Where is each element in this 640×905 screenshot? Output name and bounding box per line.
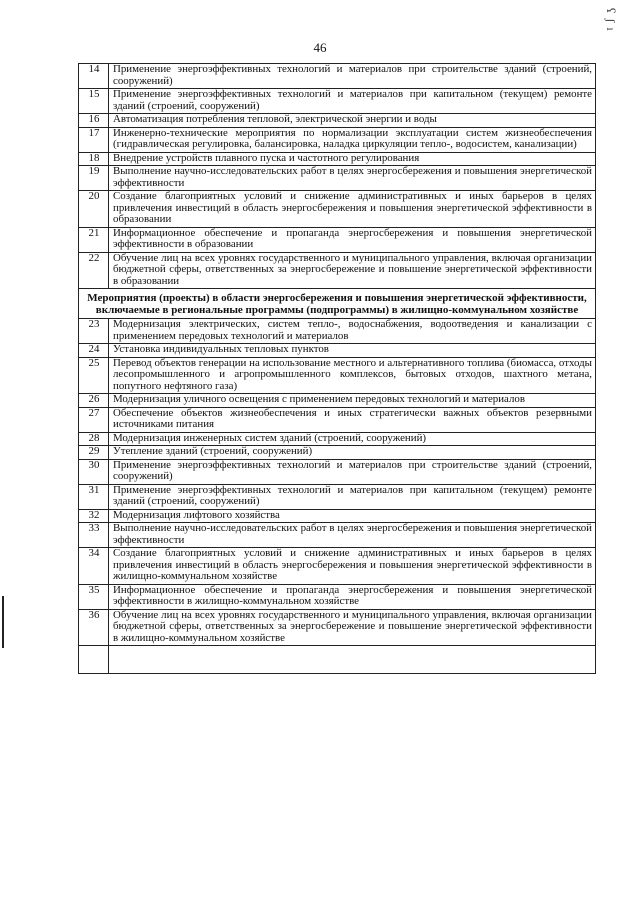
row-number: 32 — [79, 509, 109, 523]
table-row — [79, 509, 596, 523]
measures-table-tail — [79, 646, 596, 674]
table-row — [79, 191, 596, 228]
row-number: 16 — [79, 114, 109, 128]
row-number: 30 — [79, 459, 109, 484]
row-number: 24 — [79, 344, 109, 358]
row-text-cell — [109, 646, 596, 674]
row-text: Установка индивидуальных тепловых пунктов — [109, 344, 596, 358]
row-number: 22 — [79, 252, 109, 289]
table-row — [79, 446, 596, 460]
row-text: Автоматизация потребления тепловой, электрической энергии и воды — [109, 114, 596, 128]
table-row — [79, 394, 596, 408]
row-text: Информационное обеспечение и пропаганда энергосбережения и повышения энергетической эффективности в образовании — [109, 227, 596, 252]
margin-binding-mark — [2, 596, 4, 648]
row-number: 34 — [79, 548, 109, 585]
table-row — [79, 548, 596, 585]
section-heading-row — [79, 289, 596, 319]
row-number: 28 — [79, 432, 109, 446]
row-number: 29 — [79, 446, 109, 460]
measures-table-part2 — [79, 319, 596, 646]
table-row — [79, 152, 596, 166]
row-text: Применение энергоэффективных технологий и материалов при строительстве зданий (строений, сооружений) — [109, 459, 596, 484]
row-number: 33 — [79, 523, 109, 548]
measures-table — [78, 63, 596, 674]
row-text: Выполнение научно-исследовательских работ в целях энергосбережения и повышения энергетической эффективности — [109, 166, 596, 191]
row-text: Применение энергоэффективных технологий и материалов при капитальном (текущем) ремонте зданий (строений, сооружений) — [109, 484, 596, 509]
table-row — [79, 432, 596, 446]
row-text: Модернизация лифтового хозяйства — [109, 509, 596, 523]
table-row-empty — [79, 646, 596, 674]
section-heading: Мероприятия (проекты) в области энергосбережения и повышения энергетической эффективности, включаемые в региональные программы (подпрограммы) в жилищно-коммунальном хозяйстве — [79, 289, 596, 319]
row-text: Обеспечение объектов жизнеобеспечения и иных стратегически важных объектов резервными источниками питания — [109, 407, 596, 432]
row-text: Создание благоприятных условий и снижение административных и иных барьеров в целях привлечения инвестиций в область энергосбережения и повышения энергетической эффективности в жилищно-коммунальном хозяйстве — [109, 548, 596, 585]
row-text: Модернизация электрических, систем тепло-, водоснабжения, водоотведения и канализации с применением передовых технологий и материалов — [109, 319, 596, 344]
row-text: Инженерно-технические мероприятия по нормализации эксплуатации систем жизнеобеспечения (гидравлическая регулировка, балансировка, наладка циркуляции тепло-, водосистем, канализации) — [109, 127, 596, 152]
row-text: Применение энергоэффективных технологий и материалов при капитальном (текущем) ремонте зданий (строений, сооружений) — [109, 89, 596, 114]
table-row — [79, 127, 596, 152]
row-text: Утепление зданий (строений, сооружений) — [109, 446, 596, 460]
row-number: 14 — [79, 64, 109, 89]
row-number: 15 — [79, 89, 109, 114]
row-text: Создание благоприятных условий и снижение административных и иных барьеров в целях привлечения инвестиций в область энергосбережения и повышения энергетической эффективности в образовании — [109, 191, 596, 228]
table-row — [79, 407, 596, 432]
table-row — [79, 484, 596, 509]
row-number: 36 — [79, 609, 109, 646]
row-text: Выполнение научно-исследовательских работ в целях энергосбережения и повышения энергетической эффективности — [109, 523, 596, 548]
row-text: Обучение лиц на всех уровнях государственного и муниципального управления, включая организации бюджетной сферы, ответственных за энергосбережение и повышение энергетической эффективности в образовании — [109, 252, 596, 289]
table-row — [79, 114, 596, 128]
row-number: 21 — [79, 227, 109, 252]
row-text: Модернизация инженерных систем зданий (строений, сооружений) — [109, 432, 596, 446]
row-text: Применение энергоэффективных технологий и материалов при строительстве зданий (строений, сооружений) — [109, 64, 596, 89]
row-text: Модернизация уличного освещения с применением передовых технологий и материалов — [109, 394, 596, 408]
row-number: 20 — [79, 191, 109, 228]
row-text: Перевод объектов генерации на использование местного и альтернативного топлива (биомасса, отходы лесопромышленного и агропромышленного комплексов, бытовых отходов, шахтного метана, попутного нефтяного газа) — [109, 357, 596, 394]
page-number: 46 — [313, 40, 327, 55]
row-number-cell — [79, 646, 109, 674]
table-row — [79, 227, 596, 252]
table-row — [79, 344, 596, 358]
row-number: 19 — [79, 166, 109, 191]
table-row — [79, 64, 596, 89]
table-row — [79, 584, 596, 609]
table-row — [79, 166, 596, 191]
measures-table-section — [79, 289, 596, 319]
table-row — [79, 459, 596, 484]
table-row — [79, 357, 596, 394]
row-text: Внедрение устройств плавного пуска и частотного регулирования — [109, 152, 596, 166]
row-number: 35 — [79, 584, 109, 609]
row-text: Информационное обеспечение и пропаганда энергосбережения и повышения энергетической эффективности в жилищно-коммунальном хозяйстве — [109, 584, 596, 609]
row-number: 18 — [79, 152, 109, 166]
table-row — [79, 609, 596, 646]
row-number: 25 — [79, 357, 109, 394]
row-number: 26 — [79, 394, 109, 408]
row-number: 17 — [79, 127, 109, 152]
table-row — [79, 89, 596, 114]
table-row — [79, 319, 596, 344]
measures-table-part1 — [79, 64, 596, 289]
row-number: 23 — [79, 319, 109, 344]
row-number: 31 — [79, 484, 109, 509]
table-row — [79, 523, 596, 548]
row-number: 27 — [79, 407, 109, 432]
table-row — [79, 252, 596, 289]
row-text: Обучение лиц на всех уровнях государственного и муниципального управления, включая организации бюджетной сферы, ответственных за энергосбережение и повышение энергетической эффективности в жилищно-коммунальном хозяйстве — [109, 609, 596, 646]
corner-handwritten-mark: ʕ ʃ ı — [604, 8, 618, 32]
